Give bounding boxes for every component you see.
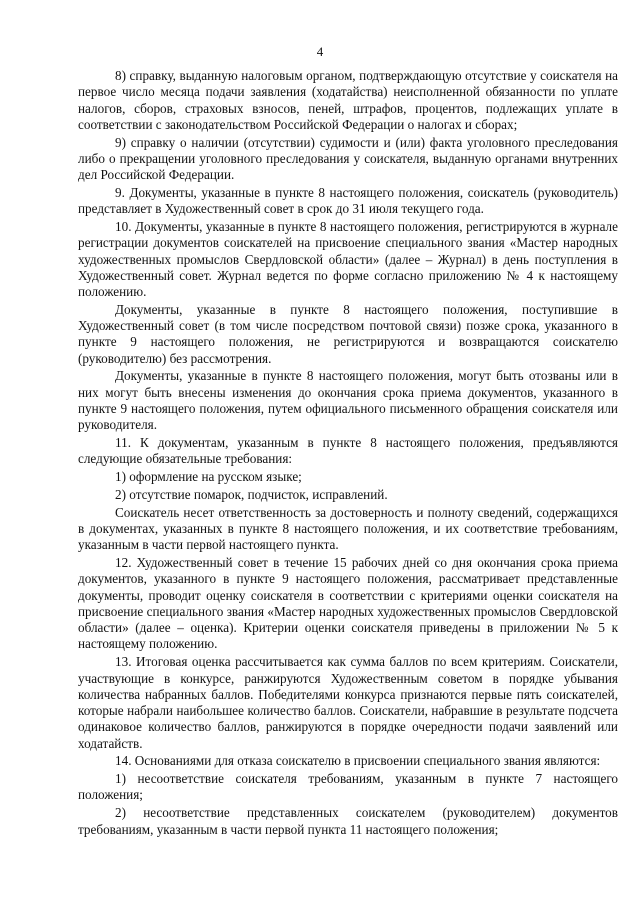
paragraph-refusal-ground-1: 1) несоответствие соискателя требованиям, указанным в пункте 7 настоящего положения;	[78, 771, 618, 803]
paragraph-clause-9: 9. Документы, указанные в пункте 8 настоящего положения, соискатель (руководитель) представляет в Художественный совет в срок до 31 июля текущего года.	[78, 184, 618, 217]
paragraph-clause-10: 10. Документы, указанные в пункте 8 настоящего положения, регистрируются в журнале регистрации документов соискателей на присвоение специального звания «Мастер народных художественных промыслов Свердловской области» (далее – Журнал) в день поступления в Художественный совет. Журнал ведется по форме согласно приложению № 4 к настоящему положению.	[78, 219, 618, 300]
paragraph-clause-13: 13. Итоговая оценка рассчитывается как сумма баллов по всем критериям. Соискатели, участвующие в конкурсе, ранжируются Художественным советом в порядке убывания количества набранных баллов. Победителями конкурса признаются первые пять соискателей, которые набрали наибольшее количество баллов. Соискатели, набравшие в результате подсчета одинаковое количество баллов, ранжируются в порядке очередности подачи заявлений или ходатайств.	[78, 654, 618, 751]
paragraph-item-9-criminal-record: 9) справку о наличии (отсутствии) судимости и (или) факта уголовного преследования либо о прекращении уголовного преследования у соискателя, выданную органами внутренних дел Российской Федерации.	[78, 134, 618, 183]
page-number: 4	[316, 44, 324, 59]
document-body	[78, 68, 618, 839]
paragraph-late-documents: Документы, указанные в пункте 8 настоящего положения, поступившие в Художественный совет (в том числе посредством почтовой связи) позже срока, указанного в пункте 9 настоящего положения, не регистрируются и возвращаются соискателю (руководителю) без рассмотрения.	[78, 301, 618, 366]
paragraph-clause-14: 14. Основаниями для отказа соискателю в присвоении специального звания являются:	[115, 753, 601, 769]
paragraph-item-8-tax-certificate: 8) справку, выданную налоговым органом, подтверждающую отсутствие у соискателя на первое число месяца подачи заявления (ходатайства) неисполненной обязанности по уплате налогов, сборов, страховых взносов, пеней, штрафов, процентов, подлежащих уплате в соответствии с законодательством Российской Федерации о налогах и сборах;	[78, 68, 618, 132]
paragraph-responsibility: Соискатель несет ответственность за достоверность и полноту сведений, содержащихся в документах, указанных в пункте 8 настоящего положения, и их соответствие требованиям, указанным в части первой настоящего пункта.	[78, 504, 618, 553]
paragraph-clause-11: 11. К документам, указанным в пункте 8 настоящего положения, предъявляются следующие обязательные требования:	[78, 435, 618, 467]
paragraph-clause-12: 12. Художественный совет в течение 15 рабочих дней со дня окончания срока приема документов, указанного в пункте 9 настоящего положения, рассматривает представленные документы, проводит оценку соискателя в соответствии с критериями оценки соискателя на присвоение специального звания «Мастер народных художественных промыслов Свердловской области» (далее – оценка). Критерии оценки соискателя приведены в приложении № 5 к настоящему положению.	[78, 555, 618, 652]
paragraph-requirement-2: 2) отсутствие помарок, подчисток, исправлений.	[115, 487, 388, 502]
paragraph-refusal-ground-2: 2) несоответствие представленных соискателем (руководителем) документов требованиям, указанным в части первой пункта 11 настоящего положения;	[78, 805, 618, 837]
paragraph-withdrawal: Документы, указанные в пункте 8 настоящего положения, могут быть отозваны или в них могут быть внесены изменения до окончания срока приема документов, указанного в пункте 9 настоящего положения, путем официального письменного обращения соискателя или руководителя.	[78, 368, 618, 433]
paragraph-requirement-1: 1) оформление на русском языке;	[115, 469, 302, 485]
